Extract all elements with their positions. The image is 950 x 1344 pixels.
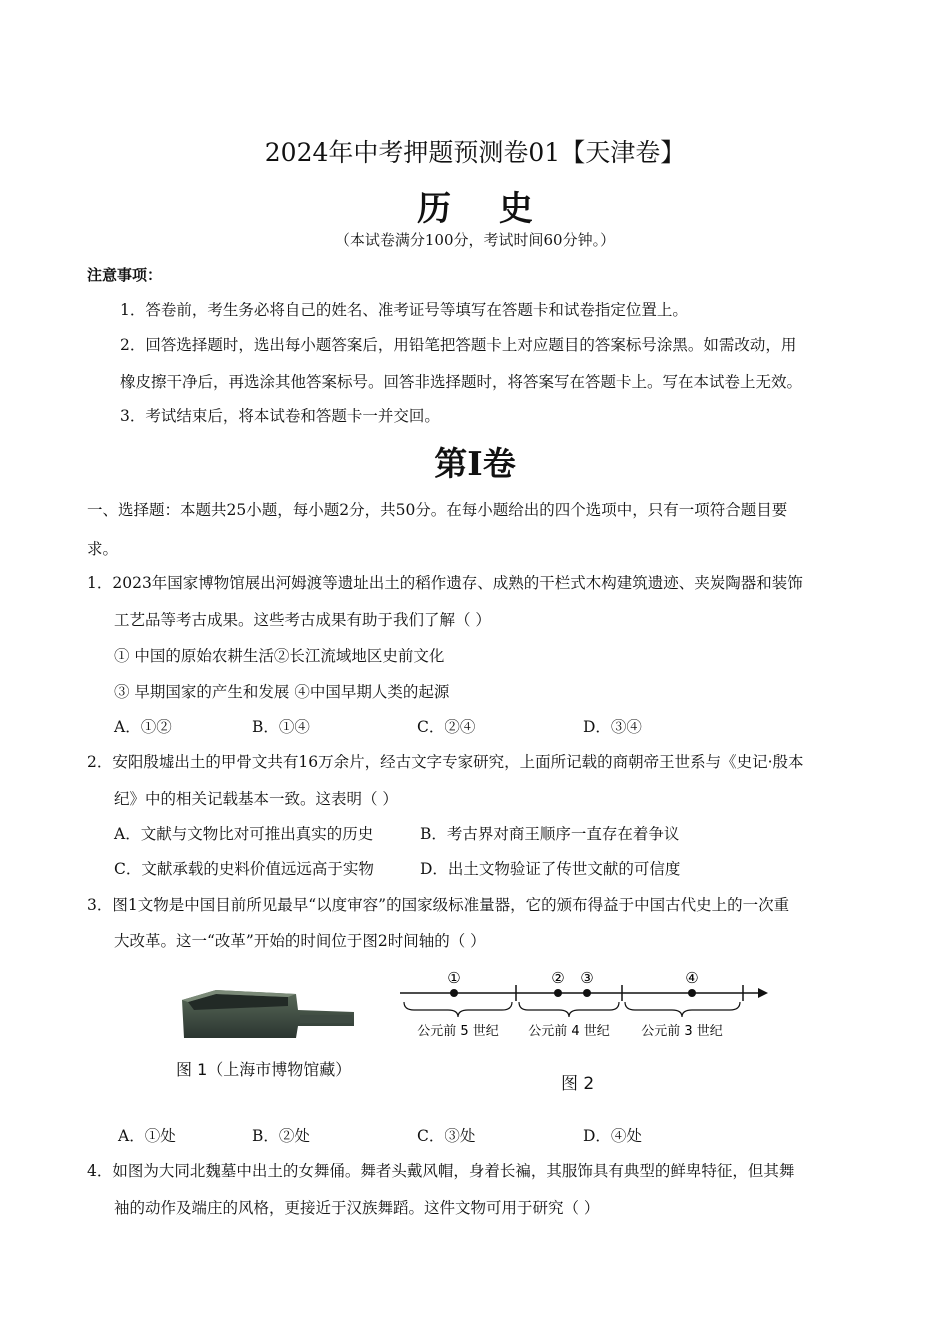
timeline-point-4 xyxy=(688,989,696,997)
figure-2-caption: 图 2 xyxy=(561,1074,595,1094)
q2-option-d: D．出土文物验证了传世文献的可信度 xyxy=(420,860,681,878)
section-1-line-2: 求。 xyxy=(87,540,119,558)
q1-option-a: A．①② xyxy=(114,718,172,736)
brace-period-3 xyxy=(625,1002,740,1017)
q1-line-1: 1．2023年国家博物馆展出河姆渡等遗址出土的稻作遗存、成熟的干栏式木构建筑遗迹、夹炭陶器和装饰 xyxy=(87,574,803,592)
q2-line-2: 纪》中的相关记载基本一致。这表明（ ） xyxy=(114,790,398,808)
q3-option-b: B．②处 xyxy=(252,1127,310,1145)
timeline-point-2 xyxy=(554,989,562,997)
figure-2-timeline xyxy=(390,965,780,1045)
timeline-marker-4: ④ xyxy=(685,969,699,987)
notice-item-1: 1．答卷前，考生务必将自己的姓名、准考证号等填写在答题卡和试卷指定位置上。 xyxy=(120,301,688,319)
timeline-point-1 xyxy=(450,989,458,997)
q2-option-b: B．考古界对商王顺序一直存在着争议 xyxy=(420,825,680,843)
notice-item-2-line-2: 橡皮擦干净后，再选涂其他答案标号。回答非选择题时，将答案写在答题卡上。写在本试卷上无效。 xyxy=(120,373,803,391)
q2-option-a: A．文献与文物比对可推出真实的历史 xyxy=(114,825,374,843)
q4-line-1: 4．如图为大同北魏墓中出土的女舞俑。舞者头戴风帽，身着长褊，其服饰具有典型的鲜卑特征，但其舞 xyxy=(87,1162,795,1180)
q3-line-2: 大改革。这一“改革”开始的时间位于图2时间轴的（ ） xyxy=(114,932,486,950)
exam-info: （本试卷满分100分，考试时间60分钟。） xyxy=(334,231,616,249)
brace-period-2 xyxy=(519,1002,619,1017)
timeline-period-3: 公元前 3 世纪 xyxy=(641,1024,723,1039)
timeline-period-1: 公元前 5 世纪 xyxy=(417,1024,499,1039)
brace-period-1 xyxy=(404,1002,512,1017)
q3-option-a: A．①处 xyxy=(118,1127,176,1145)
notice-heading: 注意事项： xyxy=(87,266,163,284)
subject-title: 历 史 xyxy=(417,189,551,229)
section-1-line-1: 一、选择题：本题共25小题，每小题2分，共50分。在每小题给出的四个选项中，只有一项符合题目要 xyxy=(87,501,788,519)
q1-option-b: B．①④ xyxy=(252,718,310,736)
timeline-period-2: 公元前 4 世纪 xyxy=(528,1024,610,1039)
bronze-measure-artifact-image xyxy=(178,982,356,1042)
figure-1-caption: 图 1（上海市博物馆藏） xyxy=(176,1060,352,1079)
q1-statement-1: ① 中国的原始农耕生活②长江流域地区史前文化 xyxy=(114,647,445,665)
q2-line-1: 2．安阳殷墟出土的甲骨文共有16万余片，经古文字专家研究，上面所记载的商朝帝王世系与《史记·殷本 xyxy=(87,753,804,771)
volume-title: 第Ⅰ卷 xyxy=(434,444,516,483)
q1-statement-2: ③ 早期国家的产生和发展 ④中国早期人类的起源 xyxy=(114,683,450,701)
timeline-marker-3: ③ xyxy=(580,969,594,987)
notice-item-2-line-1: 2．回答选择题时，选出每小题答案后，用铅笔把答题卡上对应题目的答案标号涂黑。如需改动，用 xyxy=(120,336,797,354)
q1-option-c: C．②④ xyxy=(417,718,476,736)
exam-title: 2024年中考押题预测卷01【天津卷】 xyxy=(264,138,686,167)
timeline-point-3 xyxy=(583,989,591,997)
notice-item-3: 3．考试结束后，将本试卷和答题卡一并交回。 xyxy=(120,407,440,425)
timeline-marker-2: ② xyxy=(551,969,565,987)
q2-option-c: C．文献承载的史料价值远远高于实物 xyxy=(114,860,374,878)
q3-line-1: 3．图1文物是中国目前所见最早“以度审容”的国家级标准量器，它的颁布得益于中国古代史上的一次重 xyxy=(87,896,790,914)
q4-line-2: 袖的动作及端庄的风格，更接近于汉族舞蹈。这件文物可用于研究（ ） xyxy=(114,1199,600,1217)
timeline-arrow xyxy=(758,988,768,998)
q1-line-2: 工艺品等考古成果。这些考古成果有助于我们了解（ ） xyxy=(114,611,491,629)
q3-option-c: C．③处 xyxy=(417,1127,476,1145)
q1-option-d: D．③④ xyxy=(583,718,642,736)
q3-option-d: D．④处 xyxy=(583,1127,642,1145)
timeline-marker-1: ① xyxy=(447,969,461,987)
